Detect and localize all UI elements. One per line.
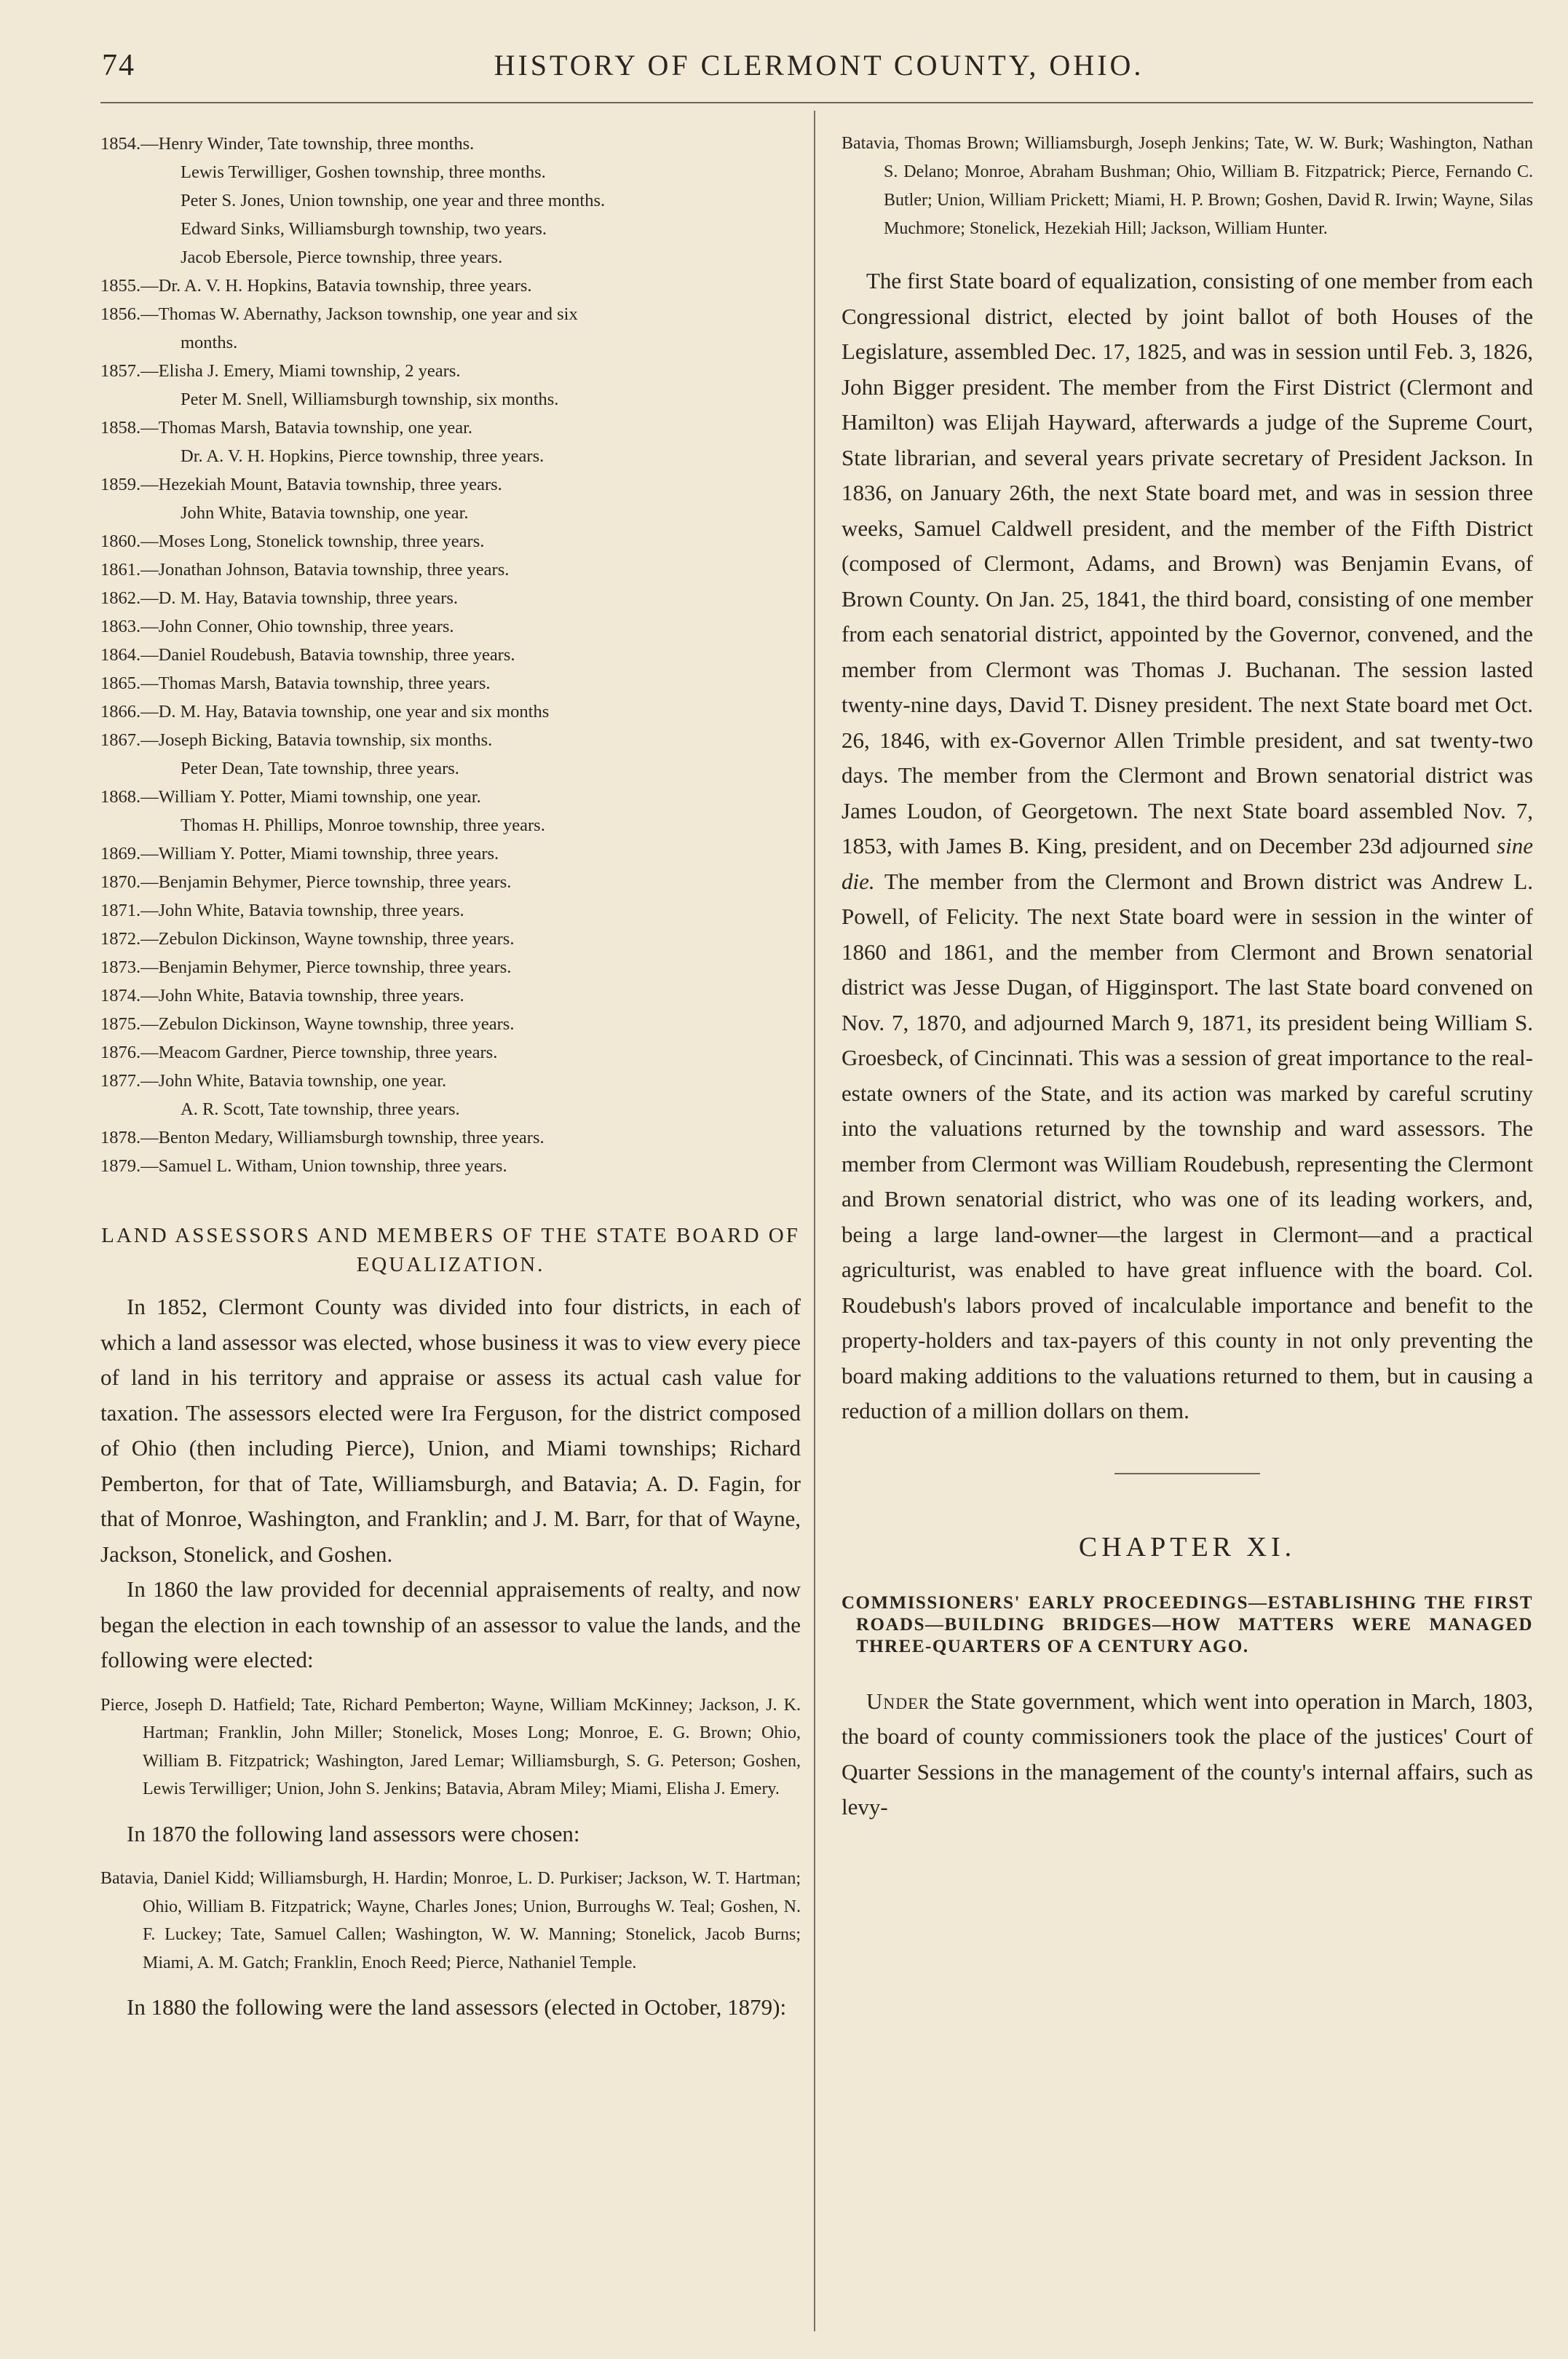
paragraph-1870: In 1870 the following land assessors were chosen: <box>127 1820 580 1846</box>
assessor-text: John White, Batavia township, three years. <box>158 901 464 920</box>
paragraph-1852: In 1852, Clermont County was divided into four districts, in each of which a land assessor was elected, whose business it was to view every piece of land in his territory and appraise or assess its actual cash value for taxation. The assessors elected were Ira Ferguson, for the district composed of Ohio (then including Pierce), Union, and Miami townships; Richard Pemberton, for that of Tate, Williamsburgh, and Batavia; A. D. Fagin, for that of Monroe, Washington, and Franklin; and J. M. Barr, for that of Wayne, Jackson, Stonelick, and Goshen. <box>100 1294 801 1567</box>
assessor-year-list <box>100 130 801 1180</box>
assessor-entry <box>100 357 801 414</box>
assessor-year: 1862.— <box>100 588 159 608</box>
assessor-text: Thomas Marsh, Batavia township, three years. <box>158 673 491 693</box>
chapter-subtitle: COMMISSIONERS' EARLY PROCEEDINGS—ESTABLISHING THE FIRST ROADS—BUILDING BRIDGES—HOW MATTERS WERE MANAGED THREE-QUARTERS OF A CENTURY AGO. <box>842 1592 1533 1656</box>
assessor-year: 1878.— <box>100 1128 159 1147</box>
assessor-entry-line <box>100 1123 801 1152</box>
assessor-text: William Y. Potter, Miami township, three years. <box>158 844 499 864</box>
assessor-text: Joseph Bicking, Batavia township, six months. <box>158 730 493 750</box>
assessor-text: Benjamin Behymer, Pierce township, three years. <box>158 872 512 892</box>
assessor-entry-line <box>100 669 801 698</box>
assessor-year: 1877.— <box>100 1071 159 1091</box>
chapter-lead-word: Under <box>866 1688 930 1714</box>
assessor-year: 1859.— <box>100 475 159 494</box>
assessor-entry-line <box>100 612 801 641</box>
assessor-year: 1879.— <box>100 1156 159 1176</box>
assessor-year: 1865.— <box>100 673 159 693</box>
assessor-year: 1872.— <box>100 929 159 949</box>
assessor-entry-subline: Peter M. Snell, Williamsburgh township, six months. <box>181 390 559 409</box>
assessor-text: Daniel Roudebush, Batavia township, three years. <box>158 645 515 665</box>
assessor-entry <box>100 981 801 1010</box>
assessor-entry-line <box>100 698 801 726</box>
assessor-entry-line <box>100 981 801 1010</box>
assessor-entry <box>100 641 801 669</box>
assessor-entry-line <box>100 1067 801 1095</box>
assessor-text: Dr. A. V. H. Hopkins, Batavia township, three years. <box>158 276 532 296</box>
assessor-entry <box>100 1152 801 1180</box>
assessor-text: D. M. Hay, Batavia township, one year and six months <box>158 702 550 722</box>
assessor-entry-line <box>100 783 801 811</box>
assessor-entry-subline: Edward Sinks, Williamsburgh township, two years. <box>181 219 547 239</box>
assessor-entry-line <box>100 130 801 158</box>
assessor-text: John Conner, Ohio township, three years. <box>158 617 454 636</box>
assessor-entry <box>100 1123 801 1152</box>
assessor-year: 1861.— <box>100 560 159 580</box>
assessor-entry <box>100 1010 801 1038</box>
assessor-entry-subline: Peter S. Jones, Union township, one year and three months. <box>181 191 606 210</box>
assessor-text: Moses Long, Stonelick township, three years. <box>158 532 485 551</box>
assessor-entry-line <box>100 470 801 499</box>
section-heading: LAND ASSESSORS AND MEMBERS OF THE STATE BOARD OF EQUALIZATION. <box>101 1224 800 1276</box>
assessor-entry <box>100 556 801 584</box>
assessor-year: 1867.— <box>100 730 159 750</box>
assessor-text: Elisha J. Emery, Miami township, 2 years. <box>158 361 461 381</box>
chapter-opening-text: the State government, which went into operation in March, 1803, the board of county commissioners took the place of the justices' Court of Quarter Sessions in the management of the county's internal affairs, such as levy- <box>842 1688 1533 1819</box>
assessor-text: Hezekiah Mount, Batavia township, three years. <box>158 475 502 494</box>
assessor-entry <box>100 726 801 783</box>
assessor-entry-line <box>100 896 801 925</box>
assessor-text: Benjamin Behymer, Pierce township, three years. <box>158 957 512 977</box>
assessor-entry-line <box>100 584 801 612</box>
assessor-year: 1875.— <box>100 1014 159 1034</box>
assessor-entry <box>100 584 801 612</box>
assessor-entry-line <box>100 300 801 328</box>
assessor-entry <box>100 130 801 272</box>
assessor-entry-subline: John White, Batavia township, one year. <box>181 503 469 523</box>
assessor-list-1870: Batavia, Daniel Kidd; Williamsburgh, H. Hardin; Monroe, L. D. Purkiser; Jackson, W. T. Hartman; Ohio, William B. Fitzpatrick; Wayne, Charles Jones; Union, Burroughs W. Teal; Goshen, N. F. Luckey; Tate, Samuel Callen; Washington, W. W. Manning; Stonelick, Jacob Burns; Miami, A. M. Gatch; Franklin, Enoch Reed; Pierce, Nathaniel Temple. <box>100 1869 801 1972</box>
assessor-entry <box>100 783 801 839</box>
assessor-year: 1876.— <box>100 1043 159 1062</box>
equalization-paragraph <box>842 264 1533 1429</box>
assessor-year: 1869.— <box>100 844 159 864</box>
assessor-entry-subline: Peter Dean, Tate township, three years. <box>181 759 459 778</box>
assessor-entry-line <box>100 1152 801 1180</box>
page-number: 74 <box>102 49 135 82</box>
assessor-entry-line <box>100 953 801 981</box>
assessor-text: John White, Batavia township, one year. <box>158 1071 447 1091</box>
running-title: HISTORY OF CLERMONT COUNTY, OHIO. <box>494 49 1144 82</box>
page-header <box>95 45 1543 89</box>
assessor-entry <box>100 698 801 726</box>
assessor-year: 1874.— <box>100 986 159 1005</box>
assessor-year: 1873.— <box>100 957 159 977</box>
assessor-text: D. M. Hay, Batavia township, three years. <box>158 588 459 608</box>
assessor-entry-line <box>100 556 801 584</box>
assessor-entry <box>100 1067 801 1123</box>
paragraph-1880: In 1880 the following were the land assessors (elected in October, 1879): <box>127 1994 787 2020</box>
assessor-entry-subline: Dr. A. V. H. Hopkins, Pierce township, three years. <box>181 446 545 466</box>
assessor-entry <box>100 868 801 896</box>
assessor-year: 1854.— <box>100 134 159 154</box>
assessor-year: 1868.— <box>100 787 159 807</box>
assessor-entry <box>100 470 801 527</box>
assessor-entry <box>100 839 801 868</box>
assessor-year: 1858.— <box>100 418 159 438</box>
sine-die: sine die. <box>842 833 1533 894</box>
header-rule <box>100 102 1533 103</box>
assessor-entry-line <box>100 1038 801 1067</box>
assessor-entry <box>100 1038 801 1067</box>
chapter-divider-rule <box>1114 1473 1260 1474</box>
assessor-entry-line <box>100 527 801 556</box>
assessor-entry <box>100 612 801 641</box>
assessor-text: Thomas W. Abernathy, Jackson township, one year and six <box>158 304 578 324</box>
assessor-text: Zebulon Dickinson, Wayne township, three years. <box>158 929 515 949</box>
left-column <box>100 130 801 2026</box>
assessor-entry <box>100 953 801 981</box>
assessor-year: 1856.— <box>100 304 159 324</box>
assessor-text: Samuel L. Witham, Union township, three years. <box>158 1156 507 1176</box>
assessor-year: 1860.— <box>100 532 159 551</box>
assessor-year: 1866.— <box>100 702 159 722</box>
assessor-entry-line <box>100 414 801 442</box>
assessor-year: 1857.— <box>100 361 159 381</box>
assessor-entry <box>100 925 801 953</box>
assessor-entry <box>100 527 801 556</box>
assessor-year: 1870.— <box>100 872 159 892</box>
assessor-text: William Y. Potter, Miami township, one year. <box>158 787 481 807</box>
assessor-text: Benton Medary, Williamsburgh township, three years. <box>158 1128 545 1147</box>
assessor-entry <box>100 414 801 470</box>
assessor-entry-line <box>100 925 801 953</box>
assessor-entry-line <box>100 272 801 300</box>
equalization-text-a: The first State board of equalization, consisting of one member from each Congressional district, elected by joint ballot of both Houses of the Legislature, assembled Dec. 17, 1825, and was in session until Feb. 3, 1826, John Bigger president. The member from the First District (Clermont and Hamilton) was Elijah Hayward, afterwards a judge of the Supreme Court, State librarian, and several years private secretary of President Jackson. In 1836, on January 26th, the next State board met, and was in session three weeks, Samuel Caldwell president, and the member of the Fifth District (composed of Clermont, Adams, and Brown) was Benjamin Evans, of Brown County. On Jan. 25, 1841, the third board, consisting of one member from each senatorial district, appointed by the Governor, convened, and the member from Clermont was Thomas J. Buchanan. The session lasted twenty-nine days, David T. Disney president. The next State board met Oct. 26, 1846, with ex-Governor Allen Trimble president, and sat twenty-two days. The member from the Clermont and Brown senatorial district was James Loudon, of Georgetown. The next State board assembled Nov. 7, 1853, with James B. King, president, and on December 23d adjourned <box>842 268 1533 858</box>
assessor-year: 1871.— <box>100 901 159 920</box>
assessor-entry-subline: Jacob Ebersole, Pierce township, three years. <box>181 248 503 267</box>
column-divider <box>814 111 815 2331</box>
chapter-title: CHAPTER XI. <box>1078 1531 1296 1562</box>
assessor-text: Thomas Marsh, Batavia township, one year. <box>158 418 473 438</box>
assessor-entry-line <box>100 839 801 868</box>
assessor-entry-subline: A. R. Scott, Tate township, three years. <box>181 1099 460 1119</box>
assessor-list-1860: Pierce, Joseph D. Hatfield; Tate, Richard Pemberton; Wayne, William McKinney; Jackson, J. K. Hartman; Franklin, John Miller; Stonelick, Moses Long; Monroe, E. G. Brown; Ohio, William B. Fitzpatrick; Washington, Jared Lemar; Williamsburgh, S. G. Peterson; Goshen, Lewis Terwilliger; Union, John S. Jenkins; Batavia, Abram Miley; Miami, Elisha J. Emery. <box>100 1695 801 1798</box>
assessor-year: 1855.— <box>100 276 159 296</box>
assessor-text: John White, Batavia township, three years. <box>158 986 464 1005</box>
assessor-list-1880: Batavia, Thomas Brown; Williamsburgh, Joseph Jenkins; Tate, W. W. Burk; Washington, Nathan S. Delano; Monroe, Abraham Bushman; Ohio, William B. Fitzpatrick; Pierce, Fernando C. Butler; Union, William Prickett; Miami, H. P. Brown; Goshen, David R. Irwin; Wayne, Silas Muchmore; Stonelick, Hezekiah Hill; Jackson, William Hunter. <box>842 134 1533 238</box>
assessor-entry-line <box>100 726 801 754</box>
assessor-text: Meacom Gardner, Pierce township, three years. <box>158 1043 498 1062</box>
assessor-entry <box>100 300 801 357</box>
assessor-entry <box>100 272 801 300</box>
equalization-text-b: The member from the Clermont and Brown district was Andrew L. Powell, of Felicity. The next State board were in session in the winter of 1860 and 1861, and the member from Clermont and Brown senatorial district was Jesse Dugan, of Higginsport. The last State board convened on Nov. 7, 1870, and adjourned March 9, 1871, its president being William S. Groesbeck, of Cincinnati. This was a session of great importance to the real-estate owners of the State, and its action was marked by careful scrutiny into the valuations returned by the township and ward assessors. The member from Clermont was William Roudebush, representing the Clermont and Brown senatorial district, who was one of its leading workers, and, being a large land-owner—the largest in Clermont—and a practical agriculturist, was enabled to have great influence with the board. Col. Roudebush's labors proved of incalculable importance and benefit to the property-holders and tax-payers of this county in not only preventing the board making additions to the valuations returned to them, but in causing a reduction of a million dollars on them. <box>842 868 1533 1423</box>
assessor-text: Henry Winder, Tate township, three months. <box>158 134 475 154</box>
right-column <box>842 130 1533 1825</box>
assessor-entry <box>100 896 801 925</box>
assessor-entry-line <box>100 357 801 385</box>
chapter-opening-paragraph <box>842 1684 1533 1825</box>
assessor-text: Jonathan Johnson, Batavia township, three years. <box>158 560 510 580</box>
paragraph-1860: In 1860 the law provided for decennial appraisements of realty, and now began the election in each township of an assessor to value the lands, and the following were elected: <box>100 1576 801 1672</box>
assessor-entry-line <box>100 1010 801 1038</box>
assessor-text: Zebulon Dickinson, Wayne township, three years. <box>158 1014 515 1034</box>
assessor-entry <box>100 669 801 698</box>
assessor-year: 1863.— <box>100 617 159 636</box>
assessor-entry-subline: Lewis Terwilliger, Goshen township, three months. <box>181 162 546 182</box>
assessor-entry-line <box>100 641 801 669</box>
assessor-entry-line <box>100 868 801 896</box>
assessor-year: 1864.— <box>100 645 159 665</box>
assessor-entry-subline: Thomas H. Phillips, Monroe township, three years. <box>181 815 545 835</box>
assessor-entry-subline: months. <box>181 333 238 352</box>
